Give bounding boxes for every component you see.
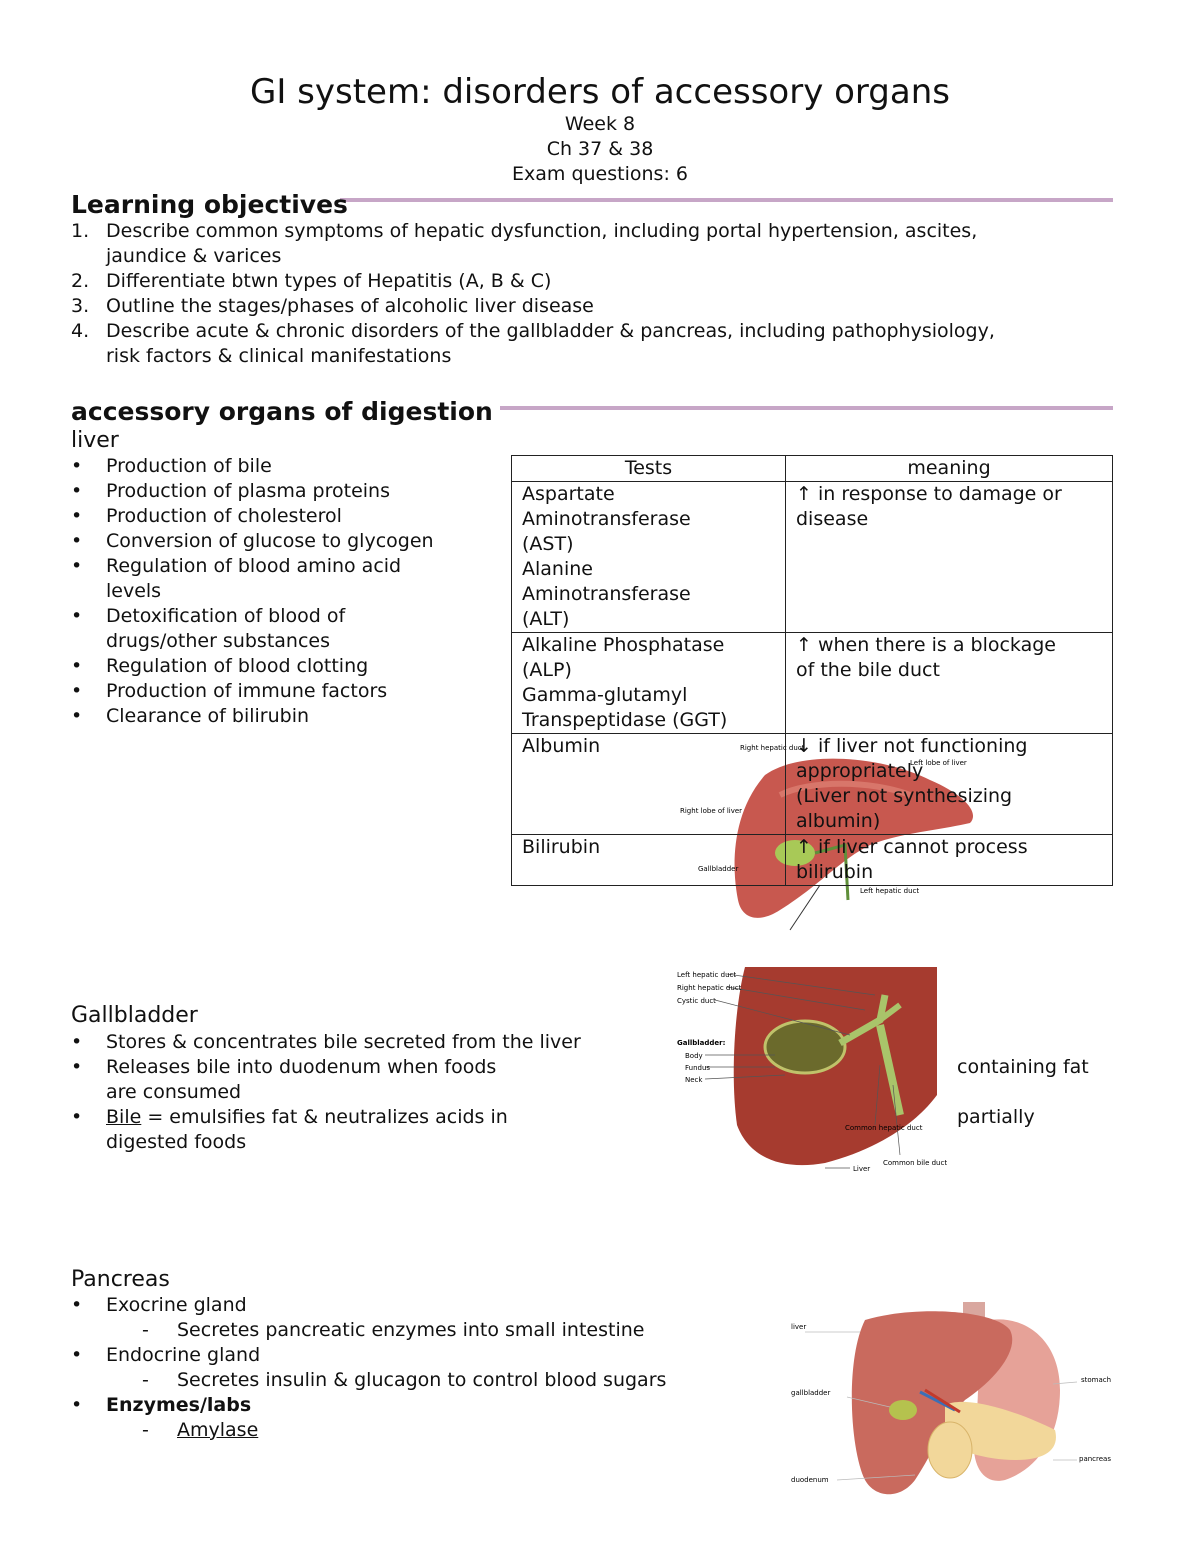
objective-item: 3. Outline the stages/phases of alcoholic liver disease — [71, 295, 594, 317]
week-label: Week 8 — [564, 113, 636, 135]
table-cell: ↓ if liver not functioning appropriately (Liver not synthesizing albumin) — [786, 734, 1113, 835]
table-cell: Bilirubin — [512, 835, 786, 886]
list-item-cont: are consumed — [106, 1081, 242, 1103]
figure-caption: Left lobe of liver — [910, 759, 967, 767]
list-subitem: - Secretes pancreatic enzymes into small intestine — [142, 1319, 645, 1341]
figure-caption: Liver — [853, 1165, 871, 1173]
table-row — [512, 734, 1113, 835]
table-header-row — [512, 456, 1113, 482]
figure-caption: Right hepatic duct — [677, 984, 742, 992]
accessory-heading: accessory organs of digestion — [71, 397, 497, 427]
table-cell: ↑ if liver cannot process bilirubin — [786, 835, 1113, 886]
list-item: • Clearance of bilirubin — [71, 705, 310, 727]
figure-caption: Neck — [685, 1076, 703, 1084]
exam-questions-label: Exam questions: 6 — [512, 163, 688, 185]
objective-item: 4. Describe acute & chronic disorders of the gallbladder & pancreas, including pathophysiology, — [71, 320, 995, 342]
list-item: • Stores & concentrates bile secreted from the liver — [71, 1031, 581, 1053]
figure-caption: liver — [791, 1323, 807, 1331]
list-item: • Enzymes/labs — [71, 1394, 252, 1416]
liver-heading: liver — [71, 428, 119, 453]
list-item: • Production of immune factors — [71, 680, 388, 702]
page-title: GI system: disorders of accessory organs — [249, 72, 950, 112]
liver-lab-table — [511, 455, 1113, 886]
list-subitem: - Secretes insulin & glucagon to control blood sugars — [142, 1369, 667, 1391]
gallbladder-list — [71, 1030, 671, 1155]
objectives-heading: Learning objectives — [71, 190, 348, 219]
list-item: • Endocrine gland — [71, 1344, 261, 1366]
table-cell: Albumin — [512, 734, 786, 835]
gallbladder-heading: Gallbladder — [71, 1003, 198, 1028]
figure-caption: Fundus — [685, 1064, 711, 1072]
list-item: • Production of bile — [71, 455, 272, 477]
table-row — [512, 835, 1113, 886]
section-divider — [500, 406, 1113, 410]
table-cell: Alkaline Phosphatase (ALP) Gamma-glutamyl Transpeptidase (GGT) — [512, 633, 786, 734]
list-subitem: - Amylase — [142, 1419, 259, 1441]
list-item: • Conversion of glucose to glycogen — [71, 530, 434, 552]
list-item: • Regulation of blood clotting — [71, 655, 369, 677]
figure-caption: stomach — [1081, 1376, 1112, 1384]
list-item-cont: digested foods — [106, 1131, 247, 1153]
wrapped-text: partially — [957, 1106, 1035, 1128]
column-header: meaning — [786, 456, 1113, 482]
figure-caption: Right lobe of liver — [680, 807, 743, 815]
table-cell: ↑ in response to damage or disease — [786, 482, 1113, 633]
wrapped-text: containing fat — [957, 1056, 1089, 1078]
chapters-label: Ch 37 & 38 — [546, 138, 654, 160]
figure-caption: Common hepatic duct — [845, 1124, 923, 1132]
pancreas-list — [71, 1293, 771, 1443]
list-item-cont: levels — [106, 580, 162, 602]
list-item: • Production of cholesterol — [71, 505, 342, 527]
list-item: • Detoxification of blood of — [71, 605, 346, 627]
objective-item: 1. Describe common symptoms of hepatic dysfunction, including portal hypertension, ascites, — [71, 220, 978, 242]
gallbladder-illustration — [675, 965, 948, 1180]
liver-functions-list — [71, 454, 491, 729]
column-header: Tests — [512, 456, 786, 482]
objective-item: 2. Differentiate btwn types of Hepatitis (A, B & C) — [71, 270, 552, 292]
list-item: • Production of plasma proteins — [71, 480, 390, 502]
objective-item-cont: risk factors & clinical manifestations — [106, 345, 452, 367]
figure-caption: Body — [685, 1052, 703, 1060]
table-row — [512, 482, 1113, 633]
objectives-list — [71, 219, 1131, 369]
figure-caption: Right hepatic duct — [740, 744, 805, 752]
section-divider — [340, 198, 1113, 202]
list-item: • Bile = emulsifies fat & neutralizes acids in — [71, 1106, 508, 1128]
figure-caption: Left hepatic duct — [860, 887, 920, 895]
pancreas-heading: Pancreas — [71, 1267, 170, 1292]
list-item: • Regulation of blood amino acid — [71, 555, 402, 577]
figure-caption: pancreas — [1079, 1455, 1111, 1463]
figure-caption: Cystic duct — [677, 997, 716, 1005]
figure-caption: gallbladder — [791, 1389, 831, 1397]
figure-caption: duodenum — [791, 1476, 829, 1484]
table-row — [512, 633, 1113, 734]
figure-caption: Gallbladder — [698, 865, 739, 873]
figure-caption: Left hepatic duct — [677, 971, 737, 979]
objective-item-cont: jaundice & varices — [106, 245, 282, 267]
figure-caption: Common bile duct — [883, 1159, 948, 1167]
table-cell: ↑ when there is a blockage of the bile duct — [786, 633, 1113, 734]
pancreas-illustration — [785, 1300, 1115, 1505]
list-item: • Exocrine gland — [71, 1294, 247, 1316]
list-item-cont: drugs/other substances — [106, 630, 331, 652]
table-cell: Aspartate Aminotransferase (AST) Alanine Aminotransferase (ALT) — [512, 482, 786, 633]
figure-caption: Gallbladder: — [677, 1039, 726, 1047]
list-item: • Releases bile into duodenum when foods — [71, 1056, 497, 1078]
